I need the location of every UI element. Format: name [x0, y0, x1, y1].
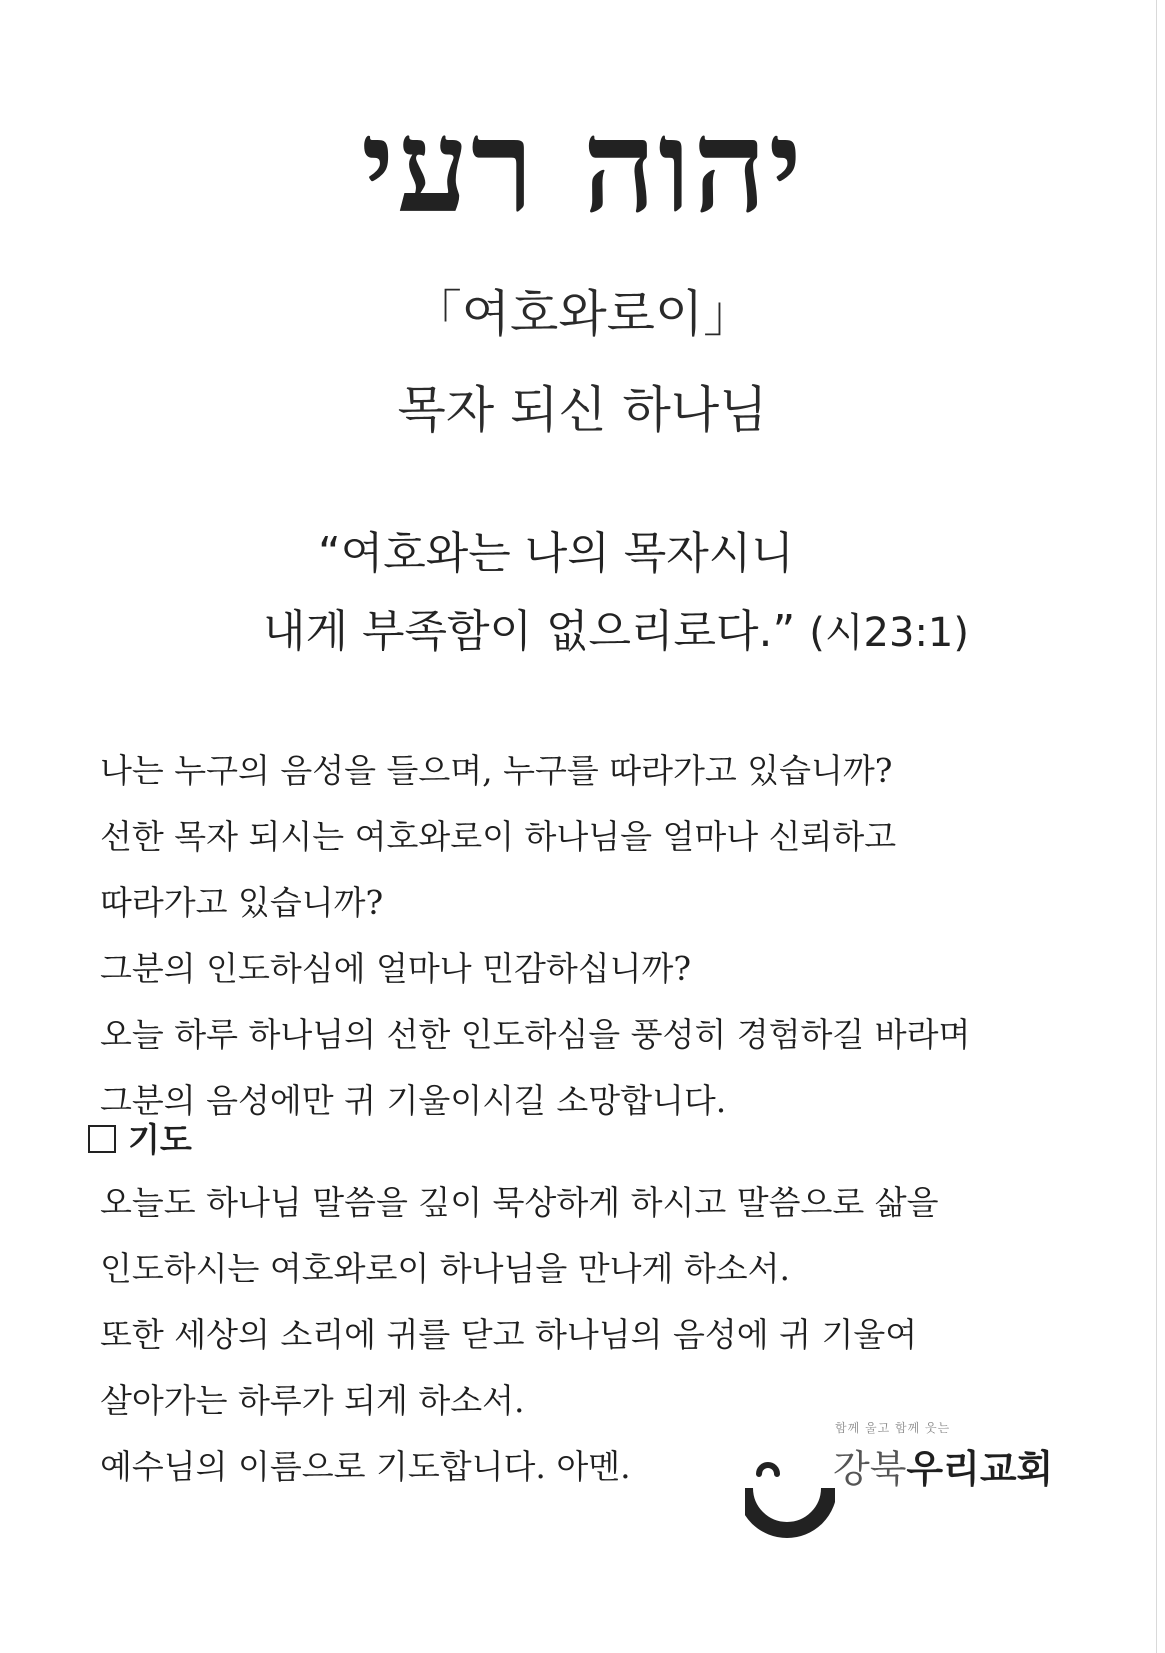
- church-logo: [745, 1420, 1065, 1550]
- name-title: 「여호와로이」: [411, 285, 754, 343]
- verse-line-1: [318, 524, 794, 584]
- prayer-line: 또한 세상의 소리에 귀를 닫고 하나님의 음성에 귀 기울여: [100, 1315, 918, 1354]
- verse-text-2: 내게 부족함이 없으리로다.”: [263, 606, 796, 657]
- reflection-line: 그분의 음성에만 귀 기울이시길 소망합니다.: [100, 1081, 727, 1120]
- smile-logo-icon: [745, 1420, 835, 1550]
- prayer-line: 인도하시는 여호와로이 하나님을 만나게 하소서.: [100, 1249, 791, 1288]
- subtitle: 목자 되신 하나님: [397, 381, 768, 439]
- prayer-line: 예수님의 이름으로 기도합니다. 아멘.: [100, 1447, 631, 1486]
- page-edge: [1156, 0, 1157, 1653]
- logo-name-part1: 강북: [833, 1447, 907, 1491]
- reflection-line: 선한 목자 되시는 여호와로이 하나님을 얼마나 신뢰하고: [100, 817, 897, 856]
- verse-reference: (시23:1): [809, 610, 969, 656]
- logo-tagline: 함께 울고 함께 웃는: [835, 1421, 951, 1435]
- prayer-heading-label: 기도: [128, 1120, 192, 1159]
- verse-text-1: “여호와는 나의 목자시니: [318, 528, 794, 579]
- reflection-line: 오늘 하루 하나님의 선한 인도하심을 풍성히 경험하길 바라며: [100, 1015, 971, 1054]
- logo-name-part2: 우리교회: [906, 1447, 1054, 1491]
- reflection-line: 그분의 인도하심에 얼마나 민감하십니까?: [100, 949, 692, 988]
- reflection-line: 따라가고 있습니까?: [100, 883, 384, 922]
- prayer-line: 살아가는 하루가 되게 하소서.: [100, 1381, 525, 1420]
- checkbox-icon: [88, 1125, 116, 1153]
- verse-line-2: [263, 602, 969, 663]
- hebrew-title: יהוה רעי: [361, 92, 804, 242]
- reflection-line: 나는 누구의 음성을 들으며, 누구를 따라가고 있습니까?: [100, 751, 893, 790]
- reflection-paragraph: [100, 738, 1110, 1134]
- prayer-line: 오늘도 하나님 말씀을 깊이 묵상하게 하시고 말씀으로 삶을: [100, 1183, 939, 1222]
- logo-name: [833, 1446, 1053, 1492]
- prayer-heading: [88, 1118, 192, 1162]
